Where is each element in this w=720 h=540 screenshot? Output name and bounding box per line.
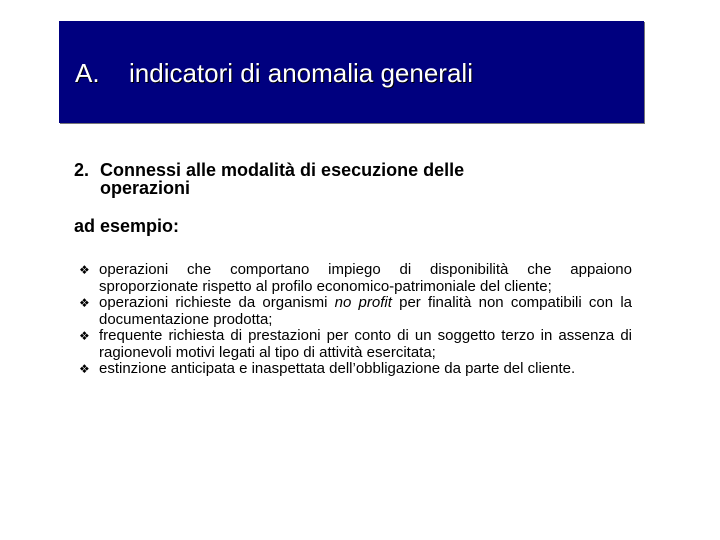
title-text: indicatori di anomalia generali (129, 58, 473, 88)
example-label: ad esempio: (74, 216, 180, 236)
diamond-bullet-icon: ❖ (79, 263, 90, 277)
section-number: 2. (74, 160, 90, 180)
section-heading (74, 161, 534, 197)
title-bar (59, 21, 644, 123)
bullet-text-italic: no profit (334, 294, 392, 311)
diamond-bullet-icon: ❖ (79, 329, 90, 343)
diamond-bullet-icon: ❖ (79, 362, 90, 376)
diamond-bullet-icon: ❖ (79, 296, 90, 310)
bullet-text: frequente richiesta di prestazioni per conto di un soggetto terzo in assenza di ragionevoli motivi legati al tipo di attività esercitata; (99, 327, 632, 361)
bullet-text-pre: operazioni richieste da organismi (99, 294, 335, 311)
bullet-text: estinzione anticipata e inaspettata dell’obbligazione da parte del cliente. (99, 360, 576, 377)
bullet-list (79, 262, 632, 378)
title-letter: A. (75, 58, 100, 88)
bullet-text: operazioni che comportano impiego di disponibilità che appaiono sproporzionate rispetto al profilo economico-patrimoniale del cliente; (99, 261, 632, 295)
list-item (79, 361, 632, 378)
list-item (79, 295, 632, 328)
bullet-text-post: per finalità non compatibili con la documentazione prodotta; (99, 294, 632, 328)
section-text: Connessi alle modalità di esecuzione delle operazioni (100, 160, 465, 198)
list-item (79, 328, 632, 361)
slide-title (75, 58, 473, 89)
bullet-text (99, 295, 632, 328)
list-item (79, 262, 632, 295)
